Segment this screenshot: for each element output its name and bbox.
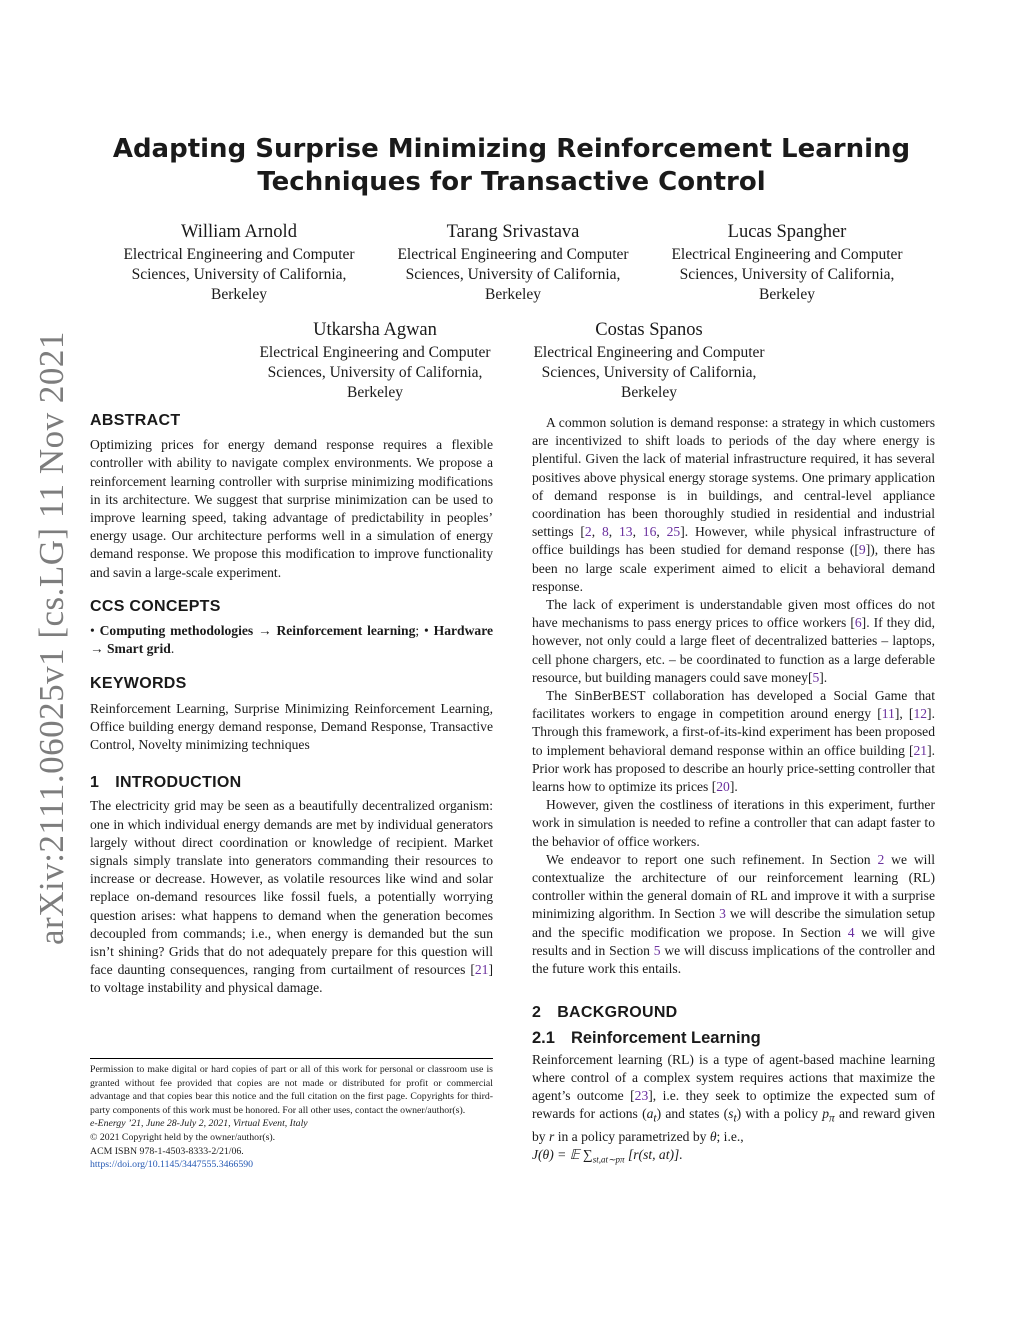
paragraph-text: we will describe the simulation setup and the specific modification we propose. In Section bbox=[532, 906, 936, 940]
paragraph-text: we will give results and in Section bbox=[532, 924, 935, 958]
equation: [r(st, at)]. bbox=[624, 1147, 683, 1163]
background-heading bbox=[532, 1004, 935, 1022]
ccs-concepts bbox=[90, 622, 493, 658]
venue-info: e-Energy ’21, June 28-July 2, 2021, Virtual Event, Italy bbox=[90, 1118, 308, 1130]
author-name: William Arnold bbox=[181, 222, 297, 242]
author-name: Tarang Srivastava bbox=[446, 222, 580, 242]
ccs-separator: ; bbox=[415, 623, 420, 639]
author-name: Costas Spanos bbox=[595, 320, 703, 340]
paragraph-text: ) with a policy bbox=[736, 1106, 823, 1122]
ccs-bullet: • bbox=[424, 623, 429, 639]
section-link[interactable]: 4 bbox=[847, 924, 855, 940]
permission-notice: Permission to make digital or hard copies of part or all of this work for personal or classroom use is granted without fee provided that copies are not made or distributed for profit or commercial advantage and that copies bear this notice and the full citation on the first page. Copyrights for third-party components of this work must be honored. For all other uses, contact the owner/author(s). bbox=[90, 1064, 493, 1116]
author-affiliation-line: Berkeley bbox=[759, 286, 815, 303]
author-affiliation-line: Electrical Engineering and Computer bbox=[259, 344, 491, 361]
author-block-4 bbox=[240, 318, 510, 403]
citation-link[interactable]: 6 bbox=[854, 615, 862, 631]
separator: , bbox=[656, 524, 667, 540]
citation-link[interactable]: 21 bbox=[913, 742, 928, 758]
citation-link[interactable]: 8 bbox=[601, 524, 609, 540]
citation-link[interactable]: 23 bbox=[634, 1088, 649, 1104]
paragraph-text: ]), there has been no large scale experiment aimed to elicit a behavioral demand response. bbox=[532, 542, 935, 594]
author-affiliation-line: Electrical Engineering and Computer bbox=[123, 246, 355, 263]
abstract-heading: ABSTRACT bbox=[90, 412, 181, 429]
author-affiliation-line: Berkeley bbox=[621, 384, 677, 401]
author-block-1 bbox=[104, 220, 374, 305]
body-paragraph: However, given the costliness of iterations in this experiment, further work in simulation is needed to refine a controller that can adapt faster to the behavior of office workers. bbox=[532, 797, 935, 849]
equation-subscript: st,at∼pπ bbox=[592, 1155, 625, 1166]
paragraph-text: The SinBerBEST collaboration has developed a Social Game that facilitates workers to engage in competition around energy [ bbox=[532, 688, 935, 722]
paragraph-text: A common solution is demand response: a strategy in which customers are incentivized to shift loads to periods of the day where energy is plentiful. Given the lack of material infrastructure required, it has several positives above physical energy storage systems. One primary application of demand response is in buildings, and central-level appliance coordination has been thoroughly studied in residential and industrial settings [ bbox=[532, 415, 935, 540]
section-number: 1 bbox=[90, 774, 100, 792]
paragraph-text: ]. However, while physical infrastructure of office buildings has been studied for demand response ([ bbox=[532, 524, 936, 558]
paragraph-text: ]. Through this framework, a first-of-its-kind experiment has been proposed to implement behavioral demand response within an office building [ bbox=[532, 706, 935, 758]
citation-link[interactable]: 25 bbox=[666, 524, 681, 540]
body-paragraph bbox=[532, 687, 935, 796]
author-name: Utkarsha Agwan bbox=[313, 320, 437, 340]
equation: J(θ) = 𝔼 ∑ bbox=[532, 1147, 593, 1163]
citation-link[interactable]: 12 bbox=[913, 706, 928, 722]
section-link[interactable]: 3 bbox=[719, 906, 726, 922]
author-affiliation-line: Sciences, University of California, bbox=[267, 364, 483, 381]
math-symbol: a bbox=[646, 1106, 654, 1122]
intro-heading bbox=[90, 774, 493, 792]
arxiv-identifier: arXiv:2111.06025v1 [cs.LG] 11 Nov 2021 bbox=[32, 331, 71, 945]
section-title: INTRODUCTION bbox=[115, 774, 242, 792]
author-affiliation-line: Electrical Engineering and Computer bbox=[533, 344, 765, 361]
math-symbol: s bbox=[728, 1106, 734, 1122]
paragraph-text: and reward given by bbox=[532, 1106, 935, 1145]
separator: , bbox=[591, 524, 602, 540]
paragraph-text: we will contextualize the architecture of our reinforcement learning (RL) controller within the general domain of RL and improve it with a surprise minimizing algorithm. In Section bbox=[532, 851, 936, 922]
ccs-item: Hardware bbox=[433, 623, 494, 639]
paragraph-text: ], i.e. they seek to optimize the expected sum of rewards for actions ( bbox=[532, 1088, 935, 1122]
paragraph-text: Reinforcement learning (RL) is a type of agent-based machine learning where control of a complex system requires actions that maximize the agent’s outcome [ bbox=[532, 1051, 935, 1104]
paper-title bbox=[90, 133, 933, 199]
paragraph-text: We endeavor to report one such refinement. In Section bbox=[546, 851, 878, 867]
paragraph-text: we will discuss implications of the controller and the future work this entails. bbox=[532, 942, 935, 977]
abstract-text: Optimizing prices for energy demand response requires a flexible controller with ability to navigate complex environments. We propose a reinforcement learning controller with surprise minimizing modifications in its architecture. We suggest that surprise minimization can be used to improve learning speed, taking advantage of predictability in peoples’ energy usage. Our architecture performs well in a simulation of energy demand response. We propose this modification to improve functionality and savin a large-scale experiment. bbox=[90, 437, 493, 580]
math-symbol: r bbox=[549, 1129, 555, 1145]
paragraph-text: ; i.e., bbox=[716, 1129, 744, 1145]
paragraph-text: ]. bbox=[729, 779, 738, 795]
author-name: Lucas Spangher bbox=[727, 222, 847, 242]
citation-link[interactable]: 13 bbox=[618, 524, 633, 540]
author-affiliation-line: Berkeley bbox=[485, 286, 541, 303]
ccs-heading: CCS CONCEPTS bbox=[90, 597, 221, 615]
paragraph-text: ]. bbox=[819, 669, 828, 685]
author-affiliation-line: Berkeley bbox=[347, 384, 403, 401]
ccs-arrow: → bbox=[90, 641, 104, 657]
intro-paragraph bbox=[90, 797, 493, 997]
title-line-2: Techniques for Transactive Control bbox=[257, 167, 766, 197]
separator: , bbox=[608, 524, 619, 540]
citation-link[interactable]: 2 bbox=[584, 524, 592, 540]
citation-link[interactable]: 11 bbox=[881, 706, 895, 722]
citation-link[interactable]: 5 bbox=[812, 669, 820, 685]
left-column bbox=[90, 412, 493, 998]
section-number: 2 bbox=[532, 1004, 542, 1022]
body-paragraph bbox=[532, 596, 935, 687]
citation-link[interactable]: 16 bbox=[642, 524, 657, 540]
intro-text: ] to voltage instability and physical damage. bbox=[90, 962, 493, 996]
author-affiliation-line: Sciences, University of California, bbox=[679, 266, 895, 283]
author-affiliation-line: Sciences, University of California, bbox=[541, 364, 757, 381]
paragraph-text: ]. Prior work has proposed to describe an hourly price-setting controller that learns how to optimize its prices [ bbox=[532, 742, 935, 795]
section-link[interactable]: 2 bbox=[877, 851, 885, 867]
subsection-title: Reinforcement Learning bbox=[570, 1028, 761, 1047]
ccs-bullet: • bbox=[90, 623, 95, 639]
keywords-text: Reinforcement Learning, Surprise Minimizing Reinforcement Learning, Office building energy demand response, Demand Response, Transactive Control, Novelty minimizing techniques bbox=[90, 700, 493, 753]
ccs-item: Smart grid bbox=[107, 641, 171, 657]
author-affiliation-line: Sciences, University of California, bbox=[405, 266, 621, 283]
body-paragraph bbox=[532, 414, 935, 596]
intro-text: The electricity grid may be seen as a beautifully decentralized organism: one in which individual energy demands are met by individual generators largely without direct coordination or knowledge of recipient. Market signals simply translate into generators commanding their resources to increase or decrease. However, as volatile resources like wind and solar replace on-demand resources like fossil fuels, a potentially worrying question arises: what happens to demand when the generation becomes decoupled from commands; i.e., when energy is demanded but the sun isn’t shining? Grids that do not adequately prepare for this question will face daunting consequences, ranging from curtailment of resources [ bbox=[90, 798, 493, 978]
author-affiliation-line: Berkeley bbox=[211, 286, 267, 303]
citation-link[interactable]: 9 bbox=[858, 542, 866, 558]
isbn-line: ACM ISBN 978-1-4503-8333-2/21/06. bbox=[90, 1145, 244, 1157]
right-column bbox=[532, 414, 935, 1169]
paragraph-text: in a policy parametrized by bbox=[554, 1129, 710, 1145]
doi-link[interactable]: https://doi.org/10.1145/3447555.3466590 bbox=[90, 1159, 254, 1171]
author-block-3 bbox=[652, 220, 922, 305]
author-affiliation-line: Electrical Engineering and Computer bbox=[397, 246, 629, 263]
ccs-item: Reinforcement learning bbox=[276, 623, 416, 639]
author-affiliation-line: Electrical Engineering and Computer bbox=[671, 246, 903, 263]
math-symbol: p bbox=[822, 1106, 830, 1122]
citation-link[interactable]: 20 bbox=[716, 779, 730, 795]
section-title: BACKGROUND bbox=[557, 1004, 678, 1022]
math-subscript: t bbox=[653, 1113, 657, 1126]
paragraph-text: ]. If they did, however, not only could a large fleet of decentralized batteries – laptops, cell phone chargers, etc. – be coordinated to function as a large deferable resource, but building managers could save money[ bbox=[532, 615, 935, 685]
footnote-block bbox=[90, 1058, 493, 1172]
paragraph-text: The lack of experiment is understandable given most offices do not have mechanisms to pass energy prices to office workers [ bbox=[532, 597, 935, 631]
paragraph-text: ) and states ( bbox=[656, 1106, 729, 1122]
title-line-1: Adapting Surprise Minimizing Reinforcement Learning bbox=[112, 134, 911, 164]
keywords-heading: KEYWORDS bbox=[90, 675, 187, 693]
paragraph-text: ], [ bbox=[894, 706, 914, 722]
ccs-arrow: → bbox=[258, 623, 272, 639]
author-block-2 bbox=[378, 220, 648, 305]
author-block-5 bbox=[514, 318, 784, 403]
math-symbol: θ bbox=[709, 1129, 717, 1145]
math-subscript: π bbox=[829, 1113, 835, 1126]
ccs-end: . bbox=[170, 641, 175, 657]
math-subscript: t bbox=[733, 1113, 737, 1126]
body-paragraph bbox=[532, 1051, 935, 1170]
section-link[interactable]: 5 bbox=[653, 942, 661, 958]
ccs-item: Computing methodologies bbox=[99, 623, 254, 639]
citation-link[interactable]: 21 bbox=[474, 962, 489, 978]
separator: , bbox=[632, 524, 643, 540]
rl-subheading bbox=[532, 1029, 935, 1047]
author-affiliation-line: Sciences, University of California, bbox=[131, 266, 347, 283]
subsection-number: 2.1 bbox=[532, 1028, 555, 1047]
body-paragraph bbox=[532, 851, 935, 978]
copyright-line: © 2021 Copyright held by the owner/author(s). bbox=[90, 1131, 276, 1143]
